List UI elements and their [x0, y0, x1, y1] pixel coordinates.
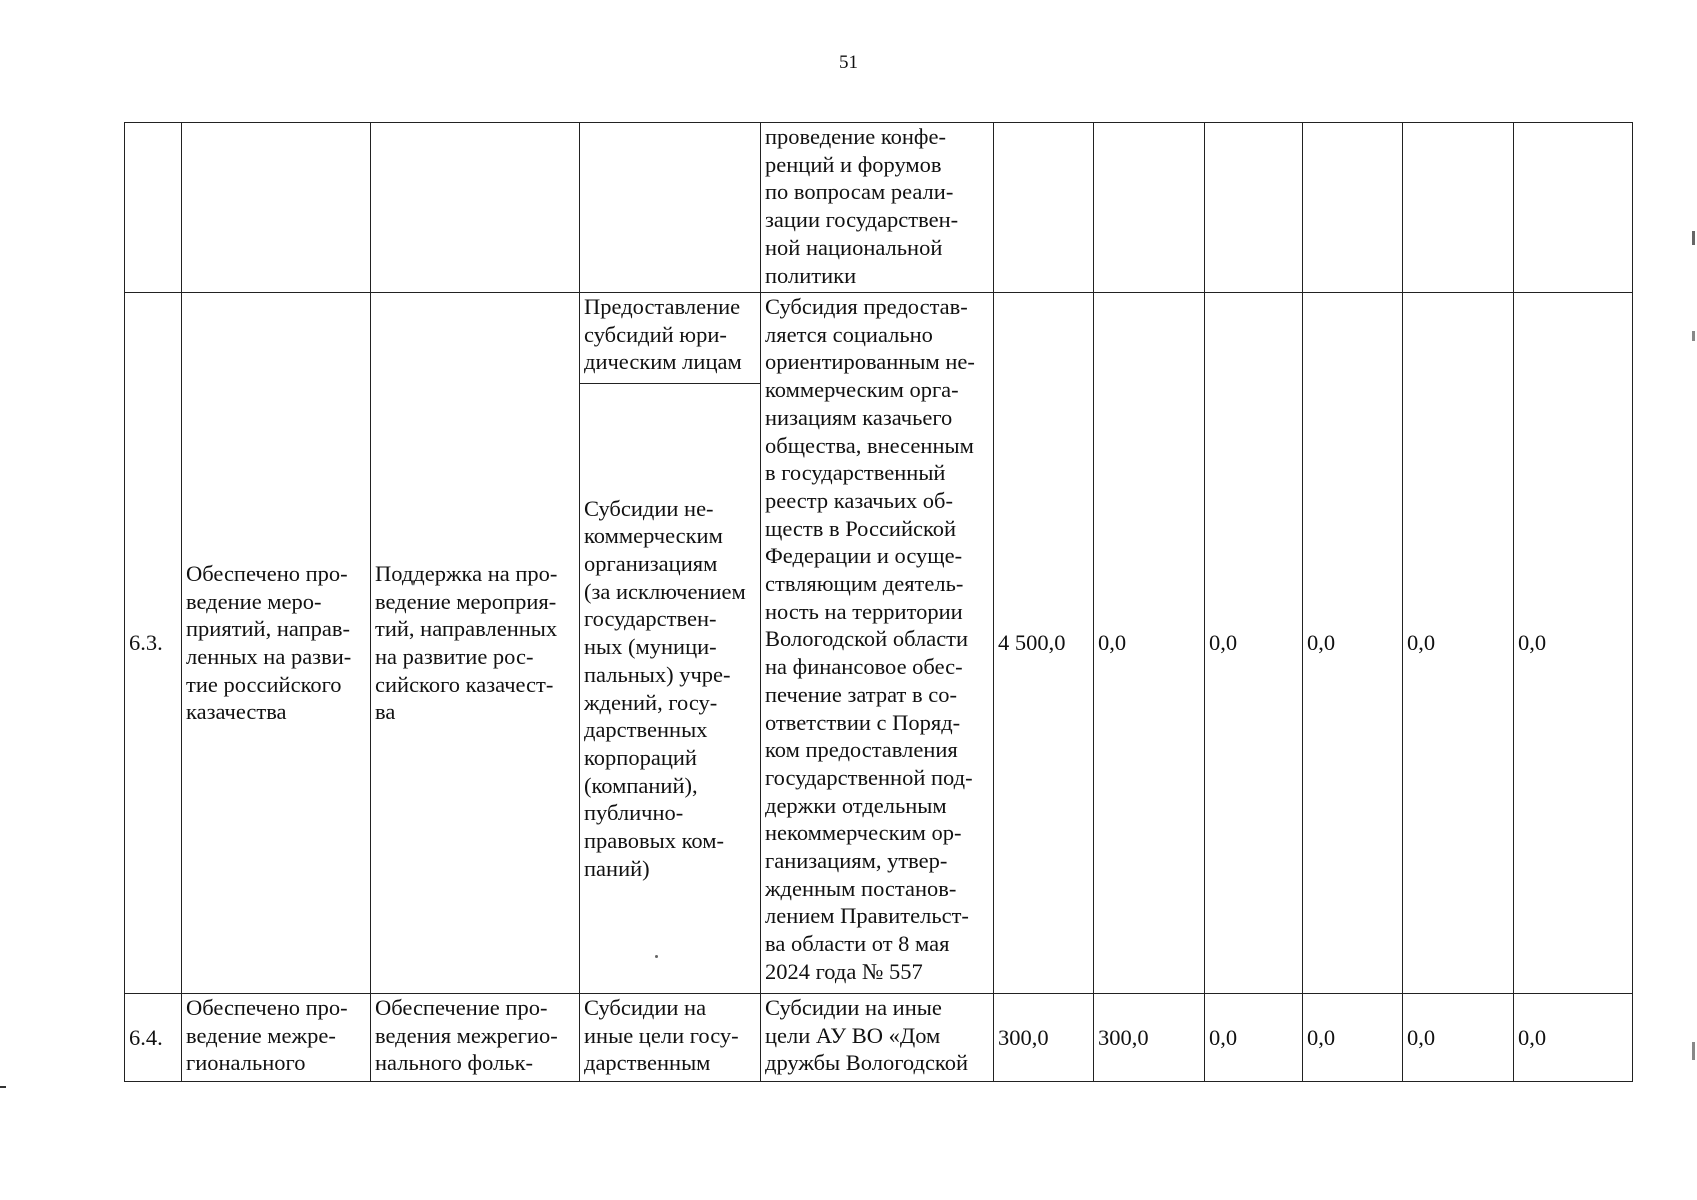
- cell-value: 300,0: [1094, 994, 1205, 1082]
- cell-type: [580, 123, 761, 293]
- description-text: проведение конфе- ренций и форумов по вопросам реали- зации государствен- ной национальной политики: [765, 124, 959, 288]
- cell-result: [182, 293, 371, 994]
- measure-text: Обеспечение про- ведения межрегио- нального фольк-: [375, 995, 558, 1076]
- description-text: Субсидия предостав- ляется социально ориентированным не- коммерческим орга- низациям казачьего общества, внесенным в государственный реестр казачьих об- ществ в Российской Федерации и осуще- ствляющим деятель- ность на территории Вологодской области на финансовое обес- печение затрат в со- ответствии с Поряд- ком предоставления государственной под- держки отдельным некоммерческим ор- ганизациям, утвер- жденным постанов- лением Правительст- ва области от 8 мая 2024 года № 557: [765, 294, 975, 984]
- result-text: Обеспечено про- ведение меро- приятий, направ- ленных на разви- тие российского казачества: [186, 560, 352, 725]
- cell-num: [125, 123, 182, 293]
- measure-text: Поддержка на про- ведение мероприя- тий, направленных на развитие рос- сийского казачест- ва: [375, 560, 558, 725]
- cell-description: [761, 994, 994, 1082]
- cell-value: [1403, 123, 1514, 293]
- cell-value: 0,0: [1514, 293, 1633, 994]
- cell-description: [761, 123, 994, 293]
- scan-margin-mark: [1692, 231, 1695, 245]
- cell-type: [580, 994, 761, 1082]
- budget-measures-table: [124, 122, 1633, 1082]
- cell-value: 0,0: [1514, 994, 1633, 1082]
- cell-value: 0,0: [1205, 293, 1303, 994]
- page-number: 51: [839, 52, 858, 73]
- cell-description: [761, 293, 994, 994]
- description-text: Субсидии на иные цели АУ ВО «Дом дружбы Вологодской: [765, 995, 969, 1076]
- row-number: 6.3.: [125, 293, 182, 994]
- scan-margin-mark: [1692, 331, 1695, 341]
- cell-value: [1303, 123, 1403, 293]
- cell-value: 0,0: [1303, 994, 1403, 1082]
- type-text: Предоставление субсидий юри- дическим лицам: [584, 294, 742, 375]
- table-row: [125, 123, 1633, 293]
- table-row: [125, 994, 1633, 1082]
- cell-value: 4 500,0: [994, 293, 1094, 994]
- scan-margin-mark: [0, 1086, 6, 1088]
- table-row: [125, 293, 1633, 384]
- cell-value: 0,0: [1303, 293, 1403, 994]
- scan-speck: [655, 955, 658, 958]
- cell-result: [182, 994, 371, 1082]
- cell-value: 0,0: [1403, 994, 1514, 1082]
- cell-value: 0,0: [1094, 293, 1205, 994]
- cell-type-bottom: [580, 384, 761, 994]
- scan-margin-mark: [1692, 1042, 1695, 1060]
- cell-measure: [371, 123, 580, 293]
- cell-result: [182, 123, 371, 293]
- result-text: Обеспечено про- ведение межре- гионального: [186, 995, 348, 1076]
- row-number: 6.4.: [125, 994, 182, 1082]
- cell-value: [1205, 123, 1303, 293]
- cell-value: 0,0: [1403, 293, 1514, 994]
- cell-value: 300,0: [994, 994, 1094, 1082]
- cell-value: [1514, 123, 1633, 293]
- cell-type-top: [580, 293, 761, 384]
- cell-value: 0,0: [1205, 994, 1303, 1082]
- cell-measure: [371, 293, 580, 994]
- cell-value: [1094, 123, 1205, 293]
- cell-measure: [371, 994, 580, 1082]
- cell-value: [994, 123, 1094, 293]
- type-text: Субсидии на иные цели госу- дарственным: [584, 995, 739, 1076]
- type-text: Субсидии не- коммерческим организациям (за исключением государствен- ных (муници- пальных) учре- ждений, госу- дарственных корпораций (компаний), публично- правовых ком- паний): [584, 495, 746, 881]
